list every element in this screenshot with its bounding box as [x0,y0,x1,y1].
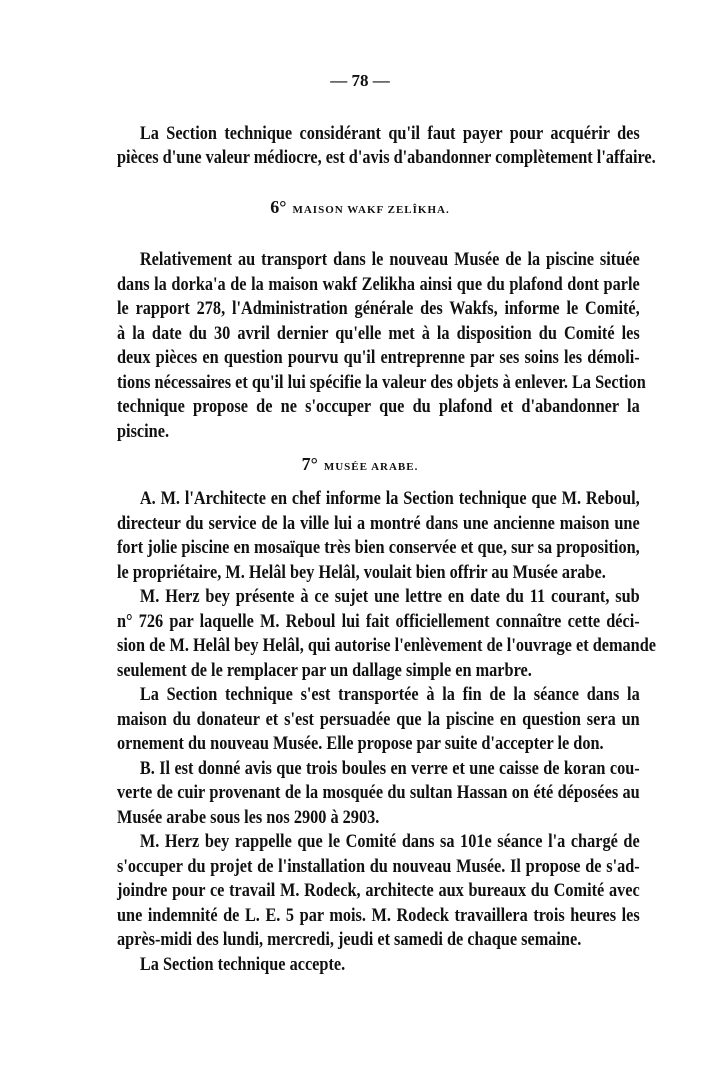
section-heading [0,454,720,475]
text-line: ornement du nouveau Musée. Elle propose par suite d'accepter le don. [117,734,604,754]
text-line: M. Herz bey rappelle que le Comité dans sa 101e séance l'a chargé de [139,832,640,852]
text-line: La Section technique considérant qu'il faut payer pour acquérir des [139,124,640,144]
text-line: La Section technique accepte. [139,955,346,975]
text-line: tions nécessaires et qu'il lui spécifie la valeur des objets à enlever. La Section [117,373,646,393]
text-line: La Section technique s'est transportée à la fin de la séance dans la [139,685,640,705]
text-line: n° 726 par laquelle M. Reboul lui fait officiellement connaître cette déci- [117,612,640,632]
text-line: M. Herz bey présente à ce sujet une lettre en date du 11 courant, sub [139,587,640,607]
text-line: Relativement au transport dans le nouveau Musée de la piscine située [139,250,640,270]
text-line: fort jolie piscine en mosaïque très bien conservée et que, sur sa proposition, [117,538,640,558]
text-line: maison du donateur et s'est persuadée que la piscine en question sera un [117,710,640,730]
text-line: le propriétaire, M. Helâl bey Helâl, voulait bien offrir au Musée arabe. [117,563,606,583]
section-title: MUSÉE ARABE. [323,461,419,473]
text-line: une indemnité de L. E. 5 par mois. M. Rodeck travaillera trois heures les [117,906,640,926]
section-number: 7° [301,454,318,474]
text-line: sion de M. Helâl bey Helâl, qui autorise l'enlèvement de l'ouvrage et demande [117,636,657,656]
text-line: seulement de le remplacer par un dallage simple en marbre. [117,661,532,681]
page-number: — 78 — [330,71,390,90]
text-line: après-midi des lundi, mercredi, jeudi et samedi de chaque semaine. [117,930,582,950]
text-line: piscine. [117,422,170,442]
section-title: MAISON WAKF ZELÎKHA. [292,204,450,216]
text-line: Musée arabe sous les nos 2900 à 2903. [117,808,380,828]
text-line: à la date du 30 avril dernier qu'elle met à la disposition du Comité les [117,324,640,344]
text-line: deux pièces en question pourvu qu'il entreprenne par ses soins les démoli- [117,348,640,368]
text-line: verte de cuir provenant de la mosquée du sultan Hassan on été déposées au [117,783,640,803]
text-line: dans la dorka'a de la maison wakf Zelikha ainsi que du plafond dont parle [117,275,640,295]
section-heading [0,197,720,218]
section-number: 6° [270,197,287,217]
text-line: joindre pour ce travail M. Rodeck, architecte aux bureaux du Comité avec [117,881,640,901]
text-line: s'occuper du projet de l'installation du nouveau Musée. Il propose de s'ad- [117,857,640,877]
text-line: pièces d'une valeur médiocre, est d'avis d'abandonner complètement l'affaire. [117,148,656,168]
text-line: directeur du service de la ville lui a montré dans une ancienne maison une [117,514,640,534]
text-line: B. Il est donné avis que trois boules en verre et une caisse de koran cou- [139,759,640,779]
text-line: le rapport 278, l'Administration générale des Wakfs, informe le Comité, [117,299,640,319]
text-line: A. M. l'Architecte en chef informe la Section technique que M. Reboul, [139,489,640,509]
text-line: technique propose de ne s'occuper que du plafond et d'abandonner la [117,397,640,417]
